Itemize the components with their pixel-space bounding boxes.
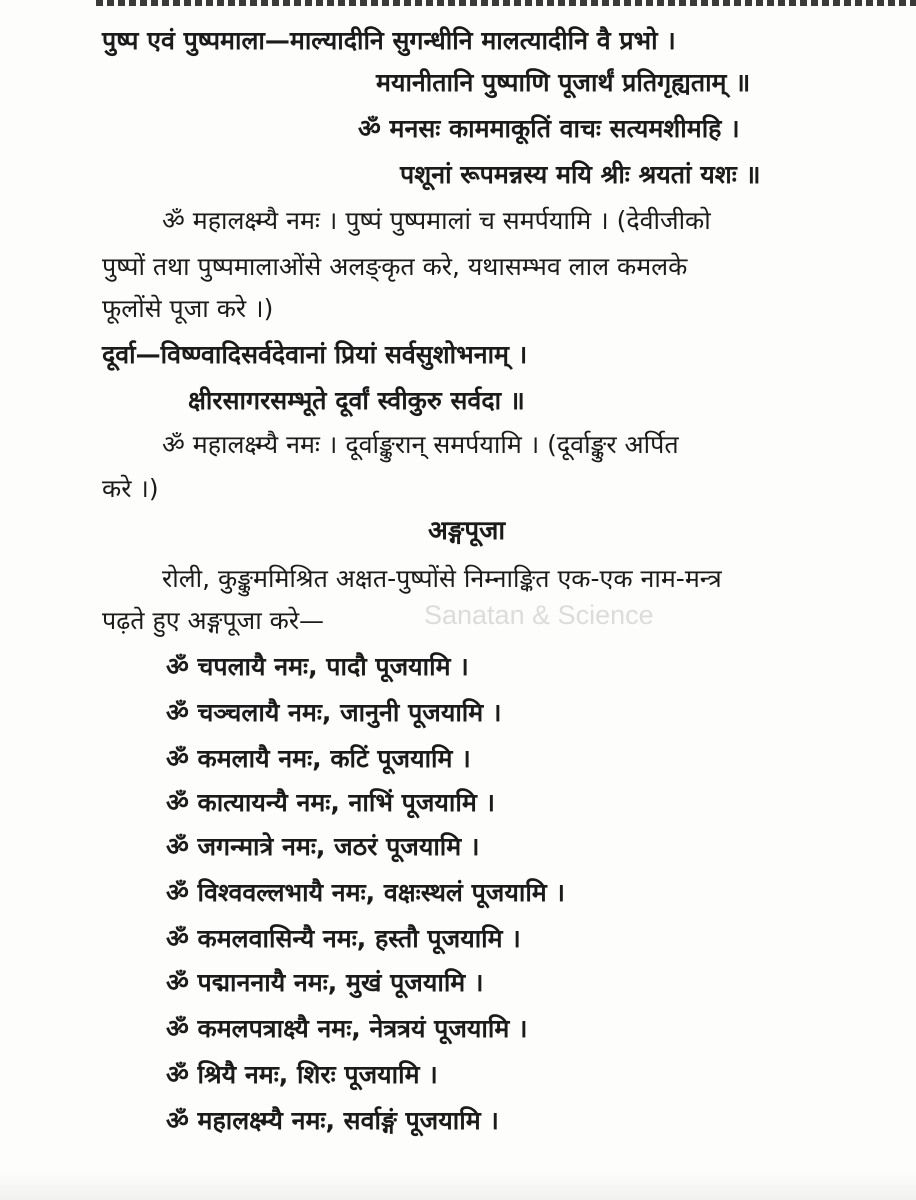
section-heading: अङ्गपूजा xyxy=(428,516,506,546)
durva-verse-line-2: क्षीरसागरसम्भूते दूर्वां स्वीकुरु सर्वदा ॥ xyxy=(188,386,525,415)
durva-mantra-line: ॐ महालक्ष्म्यै नमः । दूर्वाङ्कुरान् समर्पयामि । (दूर्वाङ्कुर अर्पित xyxy=(162,430,679,459)
watermark-text: Sanatan & Science xyxy=(424,600,654,630)
mantra-line: ॐ कमलपत्राक्ष्यै नमः, नेत्रत्रयं पूजयामि । xyxy=(166,1014,528,1043)
durva-verse-line-1: दूर्वा—विष्ण्वादिसर्वदेवानां प्रियां सर्वसुशोभनाम् । xyxy=(102,340,528,369)
offering-instruction-end: फूलोंसे पूजा करे ।) xyxy=(102,294,274,323)
mantra-line: ॐ चञ्चलायै नमः, जानुनी पूजयामि । xyxy=(166,698,502,727)
offering-mantra-line: ॐ महालक्ष्म्यै नमः । पुष्पं पुष्पमालां च समर्पयामि । (देवीजीको xyxy=(162,206,711,235)
offering-instruction-line: पुष्पों तथा पुष्पमालाओंसे अलङ्कृत करे, यथासम्भव लाल कमलके xyxy=(102,252,688,281)
mantra-line: ॐ महालक्ष्म्यै नमः, सर्वाङ्गं पूजयामि । xyxy=(166,1106,499,1135)
intro-line-2: पढ़ते हुए अङ्गपूजा करे— xyxy=(102,606,325,635)
mantra-line: ॐ जगन्मात्रे नमः, जठरं पूजयामि । xyxy=(166,832,480,861)
mantra-line: ॐ श्रियै नमः, शिरः पूजयामि । xyxy=(166,1060,438,1089)
mantra-line: ॐ पद्माननायै नमः, मुखं पूजयामि । xyxy=(166,968,484,997)
verse-line-4: पशूनां रूपमन्नस्य मयि श्रीः श्रयतां यशः ॥ xyxy=(400,160,761,189)
mantra-line: ॐ चपलायै नमः, पादौ पूजयामि । xyxy=(166,652,469,681)
page-bottom-shadow xyxy=(0,1170,916,1200)
mantra-line: ॐ कमलायै नमः, कटिं पूजयामि । xyxy=(166,744,471,773)
top-dotted-rule xyxy=(96,0,916,6)
verse-line-1: पुष्प एवं पुष्पमाला—माल्यादीनि सुगन्धीनि मालत्यादीनि वै प्रभो । xyxy=(102,26,676,55)
mantra-line: ॐ कात्यायन्यै नमः, नाभिं पूजयामि । xyxy=(166,788,495,817)
mantra-line: ॐ विश्ववल्लभायै नमः, वक्षःस्थलं पूजयामि । xyxy=(166,878,565,907)
mantra-line: ॐ कमलवासिन्यै नमः, हस्तौ पूजयामि । xyxy=(166,924,521,953)
intro-line-1: रोली, कुङ्कुममिश्रित अक्षत-पुष्पोंसे निम्नाङ्कित एक-एक नाम-मन्त्र xyxy=(162,564,722,593)
verse-line-3: ॐ मनसः काममाकूतिं वाचः सत्यमशीमहि । xyxy=(358,114,740,143)
durva-instruction-end: करे ।) xyxy=(102,474,159,503)
verse-line-2: मयानीतानि पुष्पाणि पूजार्थं प्रतिगृह्यताम् ॥ xyxy=(376,68,751,97)
